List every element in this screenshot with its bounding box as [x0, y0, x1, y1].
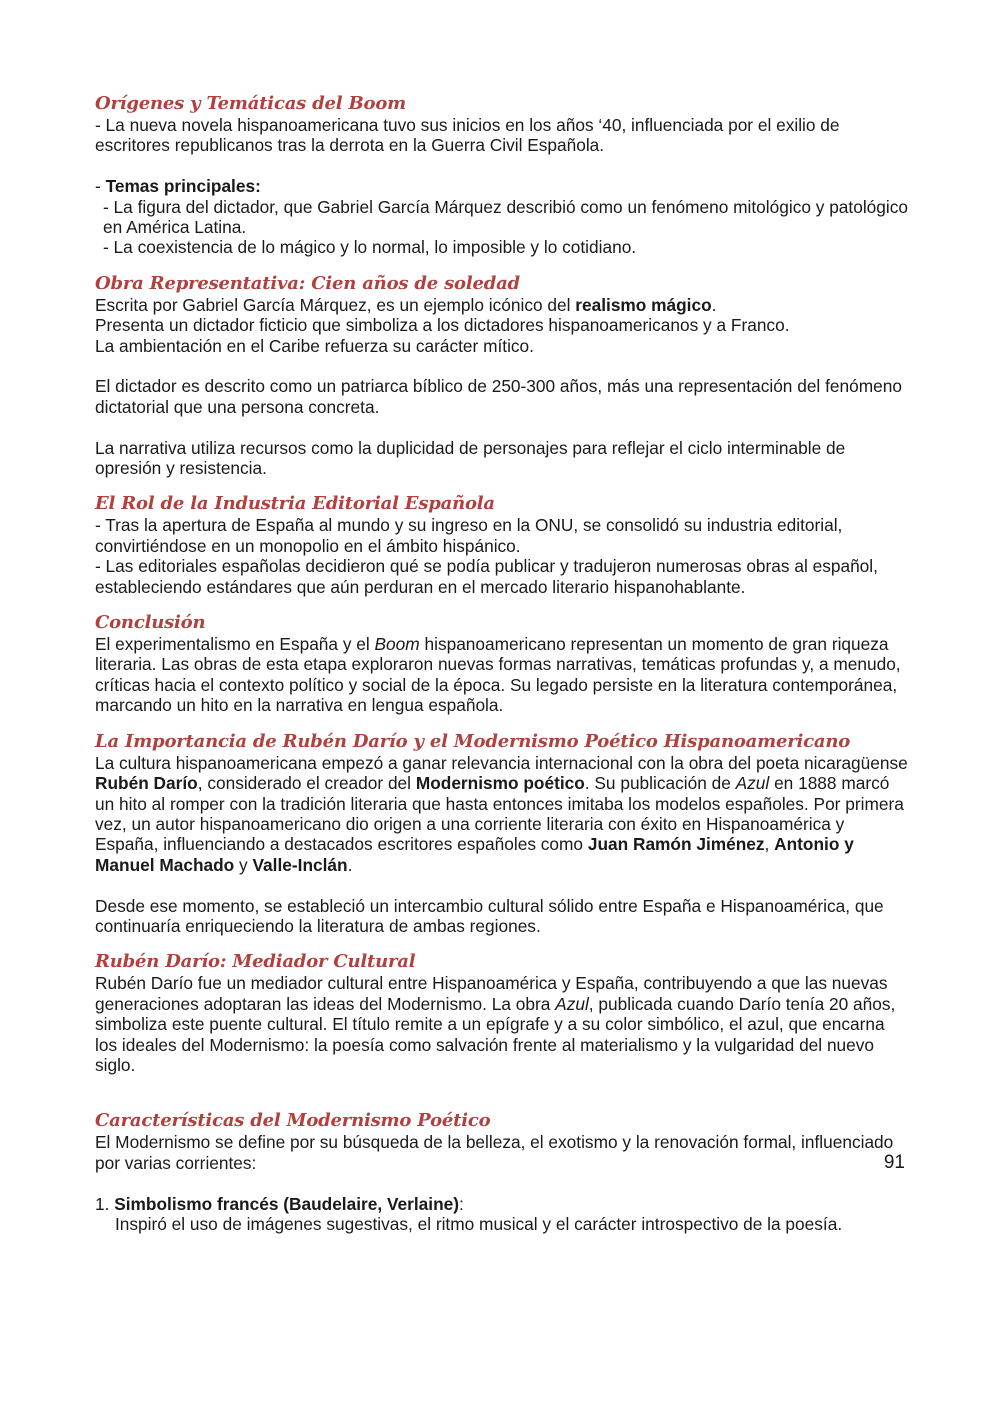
- text-span: Rubén Darío fue un mediador cultural entre Hispanoamérica y España, contribuyendo a que las nuevas generaciones adoptaran las ideas del Modernismo. La obra: [95, 973, 888, 1014]
- paragraph: Desde ese momento, se estableció un intercambio cultural sólido entre España e Hispanoamérica, que continuaría enriqueciendo la literatura de ambas regiones.: [95, 895, 884, 936]
- section-heading-caracteristicas: Características del Modernismo Poético: [95, 1110, 491, 1132]
- paragraph: [95, 973, 910, 1075]
- paragraph: - La nueva novela hispanoamericana tuvo sus inicios en los años ‘40, influenciada por el exilio de escritores republicanos tras la derrota en la Guerra Civil Española.: [95, 115, 840, 156]
- bold-text: Antonio y Manuel Machado: [95, 834, 854, 875]
- section-heading-origenes: Orígenes y Temáticas del Boom: [95, 93, 406, 114]
- paragraph: [95, 753, 910, 875]
- section-heading-industria: El Rol de la Industria Editorial Española: [95, 493, 495, 515]
- text-span: , publicada cuando Darío tenía 20 años, simboliza este puente cultural. El título remite a un epígrafe y a su color simbólico, el azul, que encarna los ideales del Modernismo: la poesía como salvación frente al materialismo y la vulgaridad del nuevo siglo.: [95, 993, 896, 1075]
- paragraph: [95, 634, 910, 716]
- bold-text: Valle-Inclán: [252, 854, 348, 875]
- italic-text: Azul: [555, 993, 589, 1014]
- list-item: [95, 1194, 910, 1214]
- page-content: [95, 93, 910, 1234]
- italic-text: Boom: [374, 634, 420, 655]
- paragraph: El Modernismo se define por su búsqueda de la belleza, el exotismo y la renovación formal, influenciado por varias corrientes:: [95, 1132, 894, 1173]
- paragraph: La ambientación en el Caribe refuerza su carácter mítico.: [95, 335, 534, 356]
- page-number: 91: [883, 1152, 905, 1173]
- text-span: ,: [764, 834, 775, 855]
- text-span: :: [459, 1193, 464, 1214]
- bold-text: Juan Ramón Jiménez: [587, 834, 765, 855]
- text-span: hispanoamericano representan un momento de gran riqueza literaria. Las obras de esta etapa exploraron nuevas formas narrativas, temáticas profundas y, a menudo, críticas hacia el contexto político y social de la época. Su legado persiste en la literatura contemporánea, marcando un hito en la narrativa en lengua española.: [95, 634, 901, 716]
- text-span: y: [234, 854, 253, 875]
- text-span: . Su publicación de: [584, 773, 736, 794]
- section-heading-ruben-dario: La Importancia de Rubén Darío y el Modernismo Poético Hispanoamericano: [95, 730, 851, 752]
- text-span: .: [711, 294, 717, 315]
- text-span: La cultura hispanoamericana empezó a ganar relevancia internacional con la obra del poeta nicaragüense: [95, 752, 908, 773]
- bold-text: realismo mágico: [575, 294, 712, 315]
- text-span: .: [347, 854, 353, 875]
- paragraph-temas: [95, 176, 910, 196]
- text-span: El experimentalismo en España y el: [95, 634, 375, 655]
- paragraph: - La coexistencia de lo mágico y lo normal, lo imposible y lo cotidiano.: [103, 237, 637, 258]
- text-span: -: [95, 176, 106, 197]
- bold-text: Simbolismo francés (Baudelaire, Verlaine): [114, 1193, 460, 1214]
- text-span: , considerado el creador del: [197, 773, 416, 794]
- paragraph: La narrativa utiliza recursos como la duplicidad de personajes para reflejar el ciclo interminable de opresión y resistencia.: [95, 437, 846, 479]
- list-item-description: Inspiró el uso de imágenes sugestivas, el ritmo musical y el carácter introspectivo de la poesía.: [115, 1213, 843, 1234]
- section-heading-mediador: Rubén Darío: Mediador Cultural: [95, 951, 416, 973]
- bold-text: Temas principales:: [105, 176, 261, 197]
- text-span: en 1888 marcó un hito al romper con la tradición literaria que hasta entonces imitaba los modelos españoles. Por primera vez, un autor hispanoamericano dio origen a una corriente literaria con éxito en Hispanoamérica y España, influenciando a destacados escritores españoles como: [95, 773, 904, 855]
- paragraph: - Las editoriales españolas decidieron qué se podía publicar y tradujeron numerosas obras al español, estableciendo estándares que aún perduran en el mercado literario hispanohablante.: [95, 556, 878, 597]
- paragraph: Presenta un dictador ficticio que simboliza a los dictadores hispanoamericanos y a Franco.: [95, 315, 790, 336]
- bold-text: Modernismo poético: [415, 773, 585, 794]
- paragraph: - Tras la apertura de España al mundo y su ingreso en la ONU, se consolidó su industria editorial, convirtiéndose en un monopolio en el ámbito hispánico.: [95, 515, 843, 556]
- text-span: Escrita por Gabriel García Márquez, es un ejemplo icónico del: [95, 294, 576, 315]
- italic-text: Azul: [735, 773, 770, 794]
- paragraph: El dictador es descrito como un patriarca bíblico de 250-300 años, más una representación del fenómeno dictatorial que una persona concreta.: [95, 376, 902, 417]
- bold-text: Rubén Darío: [95, 773, 198, 794]
- list-number: 1.: [95, 1193, 115, 1214]
- section-heading-conclusion: Conclusión: [95, 612, 206, 634]
- paragraph: - La figura del dictador, que Gabriel García Márquez describió como un fenómeno mitológico y patológico en América Latina.: [103, 196, 908, 238]
- paragraph: [95, 295, 910, 315]
- section-heading-obra: Obra Representativa: Cien años de soledad: [95, 272, 520, 294]
